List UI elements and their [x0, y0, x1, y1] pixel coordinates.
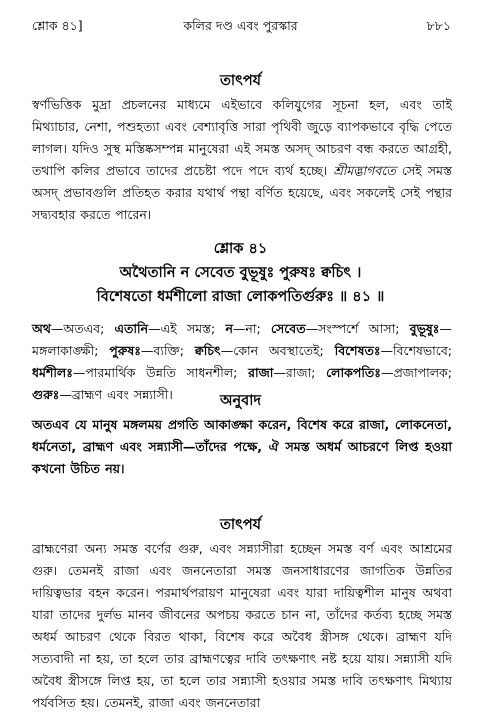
scripture-title: শ্রীমদ্ভাগবতে	[333, 163, 396, 178]
purport-paragraph-2: ব্রাহ্মণেরা অন্য সমস্ত বর্ণের গুরু, এবং সন্ন্যাসীরা হচ্ছেন সমস্ত বর্ণ এবং আশ্রমের গুরু। তেমনই রাজা এবং জননেতারা সমস্ত জনসাধারণের জাগতিক উন্নতির দায়িত্বভার বহন করেন। পরমার্থপরায়ণ মানুষেরা এবং যারা দায়িত্বশীল মানুষ অথবা যারা তাদের দুর্লভ মানব জীবনের অপচয় করতে চান না, তাঁদের কর্তব্য হচ্ছে সমস্ত অধর্ম আচরণ থেকে বিরত থাকা, বিশেষ করে অবৈধ স্ত্রীসঙ্গ থেকে। ব্রাহ্মণ যদি সত্যবাদী না হয়, তা হলে তার ব্রাহ্মণত্বের দাবি তৎক্ষণাৎ নষ্ট হয়ে যায়। সন্ন্যাসী যদি অবৈধ স্ত্রীসঙ্গে লিপ্ত হয়, তা হলে তার সন্ন্যাসী হওয়ার সমস্ত দাবি তৎক্ষণাৎ মিথ্যায় পর্যবসিত হয়। তেমনই, রাজা এবং জননেতারা	[32, 541, 452, 710]
synonym-meaning: এই সমস্ত;	[160, 321, 216, 336]
synonym-meaning: রাজা;	[285, 365, 316, 380]
synonym-word: বিশেষতঃ	[334, 343, 381, 358]
synonym-word: সেবেত	[270, 321, 306, 336]
synonym-word: লোকপতিঃ	[326, 365, 381, 380]
synonym-word: পুরুষঃ	[109, 343, 141, 358]
synonym-word: গুরুঃ	[32, 387, 60, 402]
purport-text-continued: সেই সমস্ত অসদ্ প্রভাবগুলি প্রতিহত করার যথার্থ পন্থা বর্ণিত হয়েছে, এবং সকলেই সেই পন্থার সদ্ব্যবহার করতে পারেন।	[32, 163, 452, 222]
synonym-meaning: কোন অবস্থাতেই;	[233, 343, 324, 358]
synonym-meaning: ব্রাহ্মণ এবং সন্ন্যাসী।	[71, 387, 173, 402]
synonym-meaning: পারমার্থিক উন্নতি সাধনশীল;	[85, 365, 238, 380]
synonym-word: ক্বচিৎ	[194, 343, 221, 358]
synonym-word: রাজা	[248, 365, 274, 380]
purport-text: স্বর্ণভিত্তিক মুদ্রা প্রচলনের মাধ্যমে এইভাবে কলিযুগের সূচনা হল, এবং তাই মিথ্যাচার, নেশা, পশুহত্যা এবং বেশ্যাবৃত্তি সারা পৃথিবী জুড়ে ব্যাপকভাবে বৃদ্ধি পেতে লাগল। যদিও সুস্থ মস্তিষ্কসম্পন্ন মানুষেরা এই সমস্ত অসদ্ আচরণ বন্ধ করতে আগ্রহী, তথাপি কলির প্রভাবে তাদের প্রচেষ্টা পদে পদে ব্যর্থ হচ্ছে।	[32, 97, 452, 178]
purport-paragraph	[32, 94, 452, 226]
synonym-word: ধর্মশীলঃ	[32, 365, 73, 380]
verse-number: শ্লোক ৪১	[213, 241, 268, 257]
synonyms-paragraph: অথ—অতএব; এতানি—এই সমস্ত; ন—না; সেবেত—সংস্পর্শে আসা; বুভূষুঃ—মঙ্গলাকাঙ্ক্ষী; পুরুষঃ—ব্যক্তি; ক্বচিৎ—কোন অবস্থাতেই; বিশেষতঃ—বিশেষভাবে; ধর্মশীলঃ—পারমার্থিক উন্নতি সাধনশীল; রাজা—রাজা; লোকপতিঃ—প্রজাপালক; গুরুঃ—ব্রাহ্মণ এবং সন্ন্যাসী।	[32, 321, 452, 402]
synonym-meaning: প্রজাপালক;	[393, 365, 452, 380]
synonym-meaning: ব্যক্তি;	[153, 343, 184, 358]
synonym-meaning: অতএব;	[63, 321, 105, 336]
translation-paragraph: অতএব যে মানুষ মঙ্গলময় প্রগতি আকাঙ্ক্ষা করেন, বিশেষ করে রাজা, লোকনেতা, ধর্মনেতা, ব্রাহ্মণ এবং সন্ন্যাসী—তাঁদের পক্ষে, ঐ সমস্ত অধর্ম আচরণে লিপ্ত হওয়া কখনো উচিত নয়।	[32, 417, 452, 476]
synonym-meaning: সংস্পর্শে আসা;	[318, 321, 400, 336]
synonym-word: বুভূষুঃ	[409, 321, 440, 336]
purport-heading: তাৎপর্য	[219, 73, 262, 89]
verse-line-1: অথৈতানি ন সেবেত বুভূষুঃ পুরুষঃ ক্বচিৎ ।	[119, 265, 362, 281]
running-header-verse-ref: শ্লোক ৪১]	[32, 18, 83, 33]
synonym-word: ন	[225, 321, 233, 336]
synonym-word: এতানি	[114, 321, 149, 336]
verse-line-2: বিশেষতো ধর্মশীলো রাজা লোকপতির্গুরুঃ ॥ ৪১ ॥	[96, 289, 385, 305]
page-number: ৮৮১	[426, 18, 451, 33]
synonym-meaning: না;	[245, 321, 261, 336]
synonym-word: অথ	[32, 321, 51, 336]
synonym-meaning: মঙ্গলাকাঙ্ক্ষী;	[32, 343, 99, 358]
running-header-chapter-title: কলির দণ্ড এবং পুরস্কার	[183, 18, 298, 33]
translation-heading: অনুবাদ	[219, 393, 262, 409]
synonym-meaning: বিশেষভাবে;	[393, 343, 452, 358]
purport-heading-2: তাৎপর্য	[219, 517, 262, 533]
